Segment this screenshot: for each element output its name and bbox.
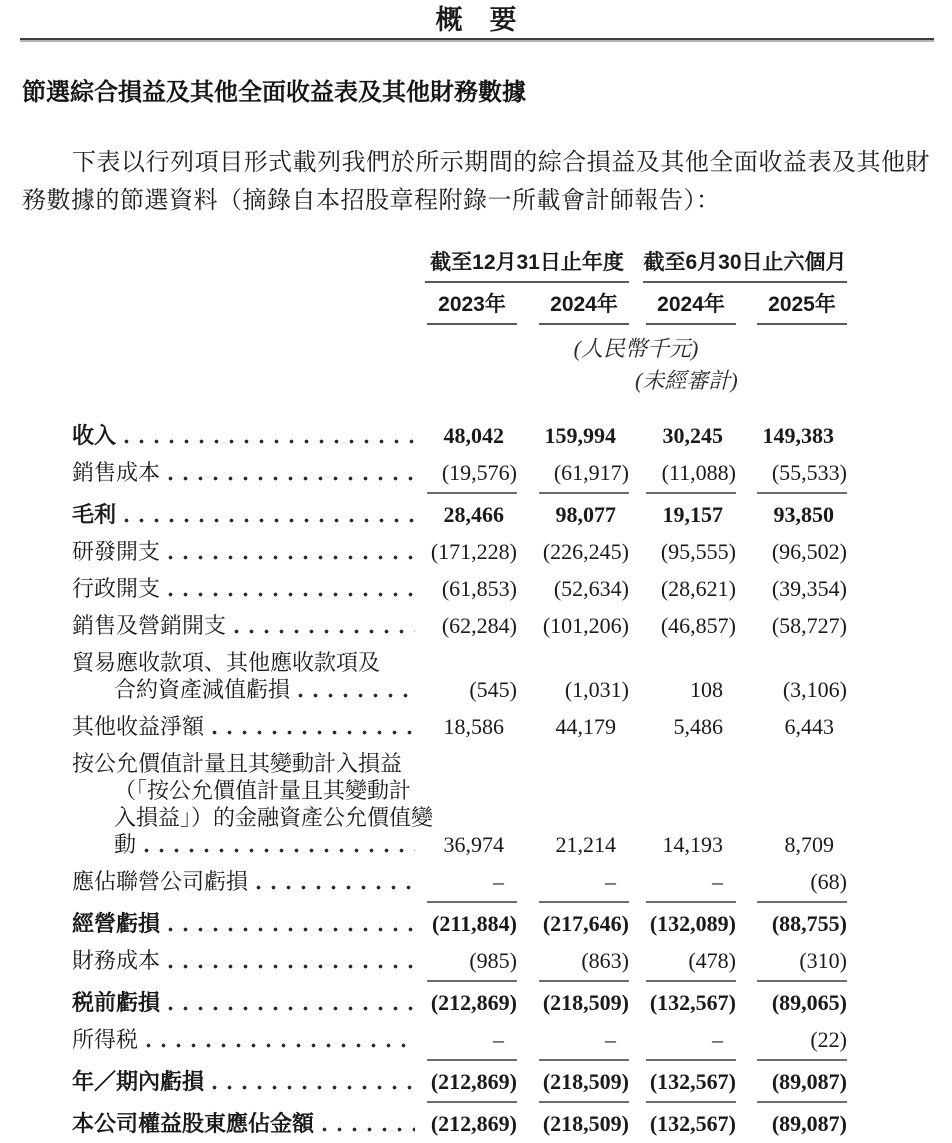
header-stub bbox=[72, 292, 425, 325]
currency-unit-note: (人民幣千元) bbox=[573, 336, 699, 361]
value-cell: – bbox=[629, 1026, 736, 1053]
value-cell: 30,245 bbox=[662, 423, 723, 448]
row-label: 合約資產減值虧損 bbox=[114, 677, 291, 702]
row-label-area bbox=[72, 538, 425, 565]
dot-leader bbox=[322, 1127, 415, 1132]
row-value-line bbox=[72, 676, 847, 703]
value-cell: (19,576) bbox=[425, 459, 517, 486]
value-cell: 6,443 bbox=[784, 714, 834, 739]
value-cell: (89,087) bbox=[736, 1110, 847, 1137]
value-cell: (46,857) bbox=[660, 613, 736, 638]
value-cell: – bbox=[517, 868, 629, 895]
dot-leader bbox=[168, 476, 415, 481]
value-cell: (58,727) bbox=[771, 613, 847, 638]
value-cell: 44,179 bbox=[555, 714, 616, 739]
row-label-area bbox=[72, 831, 425, 858]
row-label: 本公司權益股東應佔金額 bbox=[72, 1111, 315, 1136]
title-rule bbox=[20, 38, 934, 40]
value-cell: (545) bbox=[469, 677, 517, 702]
dot-leader bbox=[146, 1043, 415, 1048]
dot-leader bbox=[168, 555, 415, 560]
row-label-area bbox=[72, 947, 425, 974]
value-cell: 18,586 bbox=[443, 714, 504, 739]
year-header-row bbox=[72, 292, 847, 325]
row-value-line bbox=[72, 422, 847, 449]
table-row bbox=[72, 422, 847, 449]
row-value-line bbox=[72, 1068, 847, 1095]
year-header-2025-interim: 2025年 bbox=[757, 292, 847, 325]
year-header-2024: 2024年 bbox=[539, 292, 629, 325]
row-value-line bbox=[72, 868, 847, 895]
value-cell: (132,567) bbox=[629, 1110, 736, 1137]
value-cell: (171,228) bbox=[430, 539, 517, 564]
row-value-line bbox=[72, 989, 847, 1016]
dot-leader bbox=[298, 693, 415, 698]
table-row bbox=[72, 1068, 847, 1095]
financial-table bbox=[72, 250, 847, 1137]
value-cell: (212,869) bbox=[425, 1110, 517, 1137]
value-cell: 21,214 bbox=[555, 832, 616, 857]
row-label: 銷售及營銷開支 bbox=[72, 613, 227, 638]
dot-leader bbox=[144, 848, 415, 853]
row-label: 銷售成本 bbox=[72, 460, 161, 485]
row-label: 税前虧損 bbox=[72, 990, 161, 1015]
table-row bbox=[72, 459, 847, 486]
row-label: 毛利 bbox=[72, 502, 117, 527]
dot-leader bbox=[212, 730, 415, 735]
value-cell: 5,486 bbox=[673, 714, 723, 739]
value-cell: (217,646) bbox=[542, 911, 629, 936]
dot-leader bbox=[234, 629, 415, 634]
table-row bbox=[72, 713, 847, 740]
value-cell: (88,755) bbox=[771, 911, 847, 936]
dot-leader bbox=[256, 885, 415, 890]
year-header-cell bbox=[425, 292, 517, 325]
header-stub bbox=[72, 250, 425, 283]
value-cell: (218,509) bbox=[542, 990, 629, 1015]
dot-leader bbox=[168, 592, 415, 597]
row-label: 應佔聯營公司虧損 bbox=[72, 869, 249, 894]
audit-note-offset bbox=[425, 366, 629, 396]
row-label-line: 按公允價值計量且其變動計入損益 bbox=[72, 751, 403, 776]
audit-note-row bbox=[72, 366, 847, 396]
table-row bbox=[72, 575, 847, 602]
value-cell: 98,077 bbox=[555, 502, 616, 527]
page-title: 概 要 bbox=[435, 5, 517, 35]
row-label: 經營虧損 bbox=[72, 911, 161, 936]
header-stub bbox=[72, 334, 425, 364]
value-cell: (55,533) bbox=[736, 459, 847, 486]
row-value-line bbox=[72, 831, 847, 858]
value-cell: 19,157 bbox=[662, 502, 723, 527]
table-row bbox=[72, 910, 847, 937]
row-value-line bbox=[72, 538, 847, 565]
value-cell: (96,502) bbox=[771, 539, 847, 564]
row-value-line bbox=[72, 910, 847, 937]
table-row bbox=[72, 750, 847, 858]
section-heading: 節選綜合損益及其他全面收益表及其他財務數據 bbox=[22, 79, 526, 106]
row-label-area bbox=[72, 1026, 425, 1053]
table-row bbox=[72, 989, 847, 1016]
row-value-line bbox=[72, 501, 847, 528]
row-value-line bbox=[72, 1110, 847, 1137]
column-group-header-row bbox=[72, 250, 847, 283]
dot-leader bbox=[124, 439, 415, 444]
row-label-area bbox=[72, 501, 425, 528]
dot-leader bbox=[168, 964, 415, 969]
table-row bbox=[72, 1026, 847, 1053]
table-body bbox=[72, 422, 847, 1137]
value-cell: 93,850 bbox=[773, 502, 834, 527]
unaudited-note: (未經審計) bbox=[635, 368, 738, 393]
unit-note-row bbox=[72, 334, 847, 364]
dot-leader bbox=[124, 518, 415, 523]
row-label-area bbox=[72, 1110, 425, 1137]
value-cell: (61,917) bbox=[517, 459, 629, 486]
value-cell: (226,245) bbox=[542, 539, 629, 564]
intro-paragraph: 下表以行列項目形式載列我們於所示期間的綜合損益及其他全面收益表及其他財務數據的節選資料（摘錄自本招股章程附錄一所載會計師報告）： bbox=[22, 150, 930, 214]
row-label-line: 貿易應收款項、其他應收款項及 bbox=[72, 650, 381, 675]
value-cell: (62,284) bbox=[441, 613, 517, 638]
row-value-line bbox=[72, 947, 847, 974]
year-header-2023: 2023年 bbox=[427, 292, 517, 325]
value-cell: – bbox=[425, 1026, 517, 1053]
year-header-cell bbox=[629, 292, 736, 325]
value-cell: (52,634) bbox=[553, 576, 629, 601]
value-cell: (478) bbox=[629, 947, 736, 974]
value-cell: (212,869) bbox=[425, 1068, 517, 1095]
value-cell: (3,106) bbox=[782, 677, 847, 702]
value-cell: (68) bbox=[736, 868, 847, 895]
value-cell: (985) bbox=[425, 947, 517, 974]
row-label-area bbox=[72, 1068, 425, 1095]
value-cell: (1,031) bbox=[564, 677, 629, 702]
value-cell: 108 bbox=[690, 677, 723, 702]
value-cell: (132,567) bbox=[649, 990, 736, 1015]
row-value-line bbox=[72, 575, 847, 602]
row-label: 動 bbox=[114, 832, 137, 857]
value-cell: (212,869) bbox=[430, 990, 517, 1015]
table-row bbox=[72, 538, 847, 565]
value-cell: (61,853) bbox=[441, 576, 517, 601]
row-value-line bbox=[72, 713, 847, 740]
value-cell: (95,555) bbox=[660, 539, 736, 564]
value-cell: (89,065) bbox=[771, 990, 847, 1015]
value-cell: (22) bbox=[736, 1026, 847, 1053]
row-value-line bbox=[72, 459, 847, 486]
value-cell: (39,354) bbox=[771, 576, 847, 601]
value-cell: – bbox=[629, 868, 736, 895]
dot-leader bbox=[168, 927, 415, 932]
value-cell: (310) bbox=[736, 947, 847, 974]
row-label-area bbox=[72, 575, 425, 602]
row-label: 收入 bbox=[72, 423, 117, 448]
row-label: 行政開支 bbox=[72, 576, 161, 601]
value-cell: (218,509) bbox=[517, 1068, 629, 1095]
row-label-line: 入損益」）的金融資產公允價值變 bbox=[114, 805, 434, 830]
value-cell: 159,994 bbox=[544, 423, 616, 448]
value-cell: (89,087) bbox=[736, 1068, 847, 1095]
year-header-cell bbox=[736, 292, 847, 325]
header-stub bbox=[72, 366, 425, 396]
value-cell: (101,206) bbox=[542, 613, 629, 638]
row-label-area bbox=[72, 989, 425, 1016]
table-row bbox=[72, 1110, 847, 1137]
row-value-line bbox=[72, 1026, 847, 1053]
value-cell: 149,383 bbox=[762, 423, 834, 448]
value-cell: 8,709 bbox=[784, 832, 834, 857]
row-label-line: （「按公允價值計量且其變動計 bbox=[114, 778, 412, 803]
value-cell: 48,042 bbox=[443, 423, 504, 448]
column-group-interim: 截至6月30日止六個月 bbox=[643, 250, 847, 283]
row-label: 其他收益淨額 bbox=[72, 714, 205, 739]
row-label: 財務成本 bbox=[72, 948, 161, 973]
table-row bbox=[72, 649, 847, 703]
value-cell: 28,466 bbox=[443, 502, 504, 527]
table-row bbox=[72, 947, 847, 974]
dot-leader bbox=[168, 1006, 415, 1011]
value-cell: (132,089) bbox=[649, 911, 736, 936]
year-header-cell bbox=[517, 292, 629, 325]
year-header-2024-interim: 2024年 bbox=[646, 292, 736, 325]
value-cell: (28,621) bbox=[660, 576, 736, 601]
row-label-area bbox=[72, 868, 425, 895]
row-label: 所得税 bbox=[72, 1027, 139, 1052]
value-cell: (211,884) bbox=[432, 911, 517, 936]
row-value-line bbox=[72, 612, 847, 639]
value-cell: – bbox=[517, 1026, 629, 1053]
table-row bbox=[72, 612, 847, 639]
dot-leader bbox=[212, 1085, 415, 1090]
value-cell: (863) bbox=[517, 947, 629, 974]
column-group-annual: 截至12月31日止年度 bbox=[425, 250, 629, 283]
row-label-area bbox=[72, 422, 425, 449]
value-cell: – bbox=[425, 868, 517, 895]
row-label-area bbox=[72, 713, 425, 740]
table-row bbox=[72, 868, 847, 895]
value-cell: (218,509) bbox=[517, 1110, 629, 1137]
row-label-area bbox=[72, 910, 425, 937]
row-label: 研發開支 bbox=[72, 539, 161, 564]
row-label-area bbox=[72, 612, 425, 639]
value-cell: (132,567) bbox=[629, 1068, 736, 1095]
value-cell: 36,974 bbox=[443, 832, 504, 857]
value-cell: (11,088) bbox=[629, 459, 736, 486]
table-row bbox=[72, 501, 847, 528]
value-cell: 14,193 bbox=[662, 832, 723, 857]
row-label-area bbox=[72, 459, 425, 486]
row-label-area bbox=[72, 676, 425, 703]
row-label: 年／期內虧損 bbox=[72, 1069, 205, 1094]
